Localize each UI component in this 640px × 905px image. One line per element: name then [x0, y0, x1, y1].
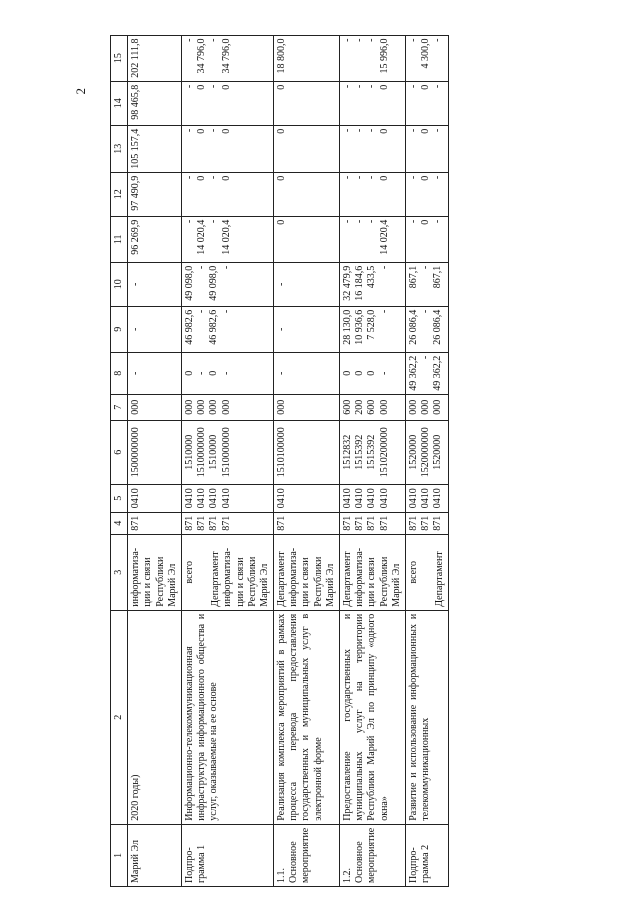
- cell-value: 0: [274, 172, 340, 216]
- executor-department: Департамент: [434, 551, 446, 607]
- cell-stack: 32 479,9 16 184,6 433,5 -: [340, 262, 406, 306]
- cell-stack: 0410 0410 0410: [405, 484, 448, 512]
- col-header: 13: [111, 125, 128, 172]
- table-row: [405, 35, 448, 886]
- cell-stack: 46 982,6 - 46 982,6 -: [181, 306, 273, 352]
- cell-stack: 871 871 871: [405, 512, 448, 534]
- cell-title: 2020 годы): [128, 610, 182, 824]
- cell-title: Реализация комплекса мероприятий в рамках процесса перевода предоставления государственных и муниципальных услуг в электронной форме: [274, 610, 340, 824]
- cell-stack: 871 871 871 871: [181, 512, 273, 534]
- cell-value: 202 111,8: [128, 35, 182, 81]
- table-row: [128, 35, 182, 886]
- cell-executor: Департамент информатиза-ции и связи Республики Марий Эл: [340, 534, 406, 610]
- col-header: 3: [111, 534, 128, 610]
- col-header: 11: [111, 216, 128, 262]
- cell-value: 871: [274, 512, 340, 534]
- cell-value: 1500000000: [128, 420, 182, 484]
- cell-value: 871: [128, 512, 182, 534]
- cell-stack: 49 098,0 - 49 098,0 -: [181, 262, 273, 306]
- col-header: 2: [111, 610, 128, 824]
- col-header: 5: [111, 484, 128, 512]
- cell-stack: 1512832 1515392 1515392 1510200000: [340, 420, 406, 484]
- cell-stack: - 34 796,0 - 34 796,0: [181, 35, 273, 81]
- cell-stack: - 0 - 0: [181, 172, 273, 216]
- cell-stack: - - - 0: [340, 172, 406, 216]
- cell-title: Информационно-телекоммуникационная инфраструктура информационного общества и услуг, оказываемые на ее основе: [181, 610, 273, 824]
- table-row: [181, 35, 273, 886]
- cell-value: 0: [274, 125, 340, 172]
- cell-stack: 0 0 0 -: [340, 352, 406, 394]
- cell-executor: [181, 534, 273, 610]
- col-header: 4: [111, 512, 128, 534]
- cell-executor: [405, 534, 448, 610]
- cell-value: -: [274, 352, 340, 394]
- cell-value: 0: [274, 81, 340, 125]
- cell-stack: - 0 -: [405, 172, 448, 216]
- cell-value: -: [128, 306, 182, 352]
- executor-total: всего: [183, 561, 195, 584]
- cell-stack: 1510000 1510000000 1510000 1510000000: [181, 420, 273, 484]
- column-number-row: [111, 35, 128, 886]
- cell-value: 1510100000: [274, 420, 340, 484]
- page-number: 2: [73, 88, 88, 95]
- cell-program: Подпро-грамма 1: [181, 824, 273, 886]
- cell-value: 000: [128, 394, 182, 420]
- cell-stack: 26 086,4 - 26 086,4: [405, 306, 448, 352]
- col-header: 15: [111, 35, 128, 81]
- cell-stack: 0 - 0 -: [181, 352, 273, 394]
- cell-stack: - 0 -: [405, 216, 448, 262]
- cell-title: Развитие и использование информационных и телекоммуникационных: [405, 610, 448, 824]
- cell-value: 96 269,9: [128, 216, 182, 262]
- cell-executor: информатиза-ции и связи Республики Марий Эл: [128, 534, 182, 610]
- cell-stack: 0410 0410 0410 0410: [340, 484, 406, 512]
- cell-value: 000: [274, 394, 340, 420]
- executor-total: всего: [407, 561, 419, 584]
- table-row: [274, 35, 340, 886]
- cell-stack: 28 130,0 10 936,6 7 528,0 -: [340, 306, 406, 352]
- cell-program: Подпро-грамма 2: [405, 824, 448, 886]
- cell-stack: 000 000 000 000: [181, 394, 273, 420]
- col-header: 9: [111, 306, 128, 352]
- col-header: 1: [111, 824, 128, 886]
- cell-stack: - - - 0: [340, 125, 406, 172]
- cell-program: 1.1. Основное мероприятие: [274, 824, 340, 886]
- cell-stack: - 14 020,4 - 14 020,4: [181, 216, 273, 262]
- col-header: 6: [111, 420, 128, 484]
- cell-value: 18 800,0: [274, 35, 340, 81]
- cell-title: Предоставление государственных и муниципальных услуг на территории Республики Марий Эл по принципу «одного окна»: [340, 610, 406, 824]
- cell-stack: 0410 0410 0410 0410: [181, 484, 273, 512]
- col-header: 7: [111, 394, 128, 420]
- budget-table: [110, 35, 449, 887]
- cell-program: 1.2. Основное мероприятие: [340, 824, 406, 886]
- cell-value: -: [274, 262, 340, 306]
- cell-stack: 871 871 871 871: [340, 512, 406, 534]
- cell-value: 105 157,4: [128, 125, 182, 172]
- cell-stack: - - - 0: [340, 81, 406, 125]
- cell-value: -: [128, 352, 182, 394]
- cell-value: -: [274, 306, 340, 352]
- cell-value: 0410: [128, 484, 182, 512]
- cell-stack: - 0 - 0: [181, 81, 273, 125]
- executor-department: Департамент информатиза-ции и связи Республики Марий Эл: [210, 547, 270, 607]
- cell-value: -: [128, 262, 182, 306]
- cell-stack: 867,1 - 867,1: [405, 262, 448, 306]
- cell-value: 97 490,9: [128, 172, 182, 216]
- cell-executor: Департамент информатиза-ции и связи Республики Марий Эл: [274, 534, 340, 610]
- cell-stack: - 0 - 0: [181, 125, 273, 172]
- cell-stack: - 4 300,0 -: [405, 35, 448, 81]
- cell-stack: 1520000 1520000000 1520000: [405, 420, 448, 484]
- col-header: 8: [111, 352, 128, 394]
- col-header: 14: [111, 81, 128, 125]
- table-row: [340, 35, 406, 886]
- cell-value: 0: [274, 216, 340, 262]
- cell-stack: - - - 15 996,0: [340, 35, 406, 81]
- cell-program: Марий Эл: [128, 824, 182, 886]
- cell-stack: - 0 -: [405, 125, 448, 172]
- cell-value: 0410: [274, 484, 340, 512]
- cell-stack: 49 362,2 - 49 362,2: [405, 352, 448, 394]
- cell-stack: - 0 -: [405, 81, 448, 125]
- cell-stack: 600 200 600 000: [340, 394, 406, 420]
- cell-stack: - - - 14 020,4: [340, 216, 406, 262]
- col-header: 10: [111, 262, 128, 306]
- col-header: 12: [111, 172, 128, 216]
- cell-value: 98 465,8: [128, 81, 182, 125]
- cell-stack: 000 000 000: [405, 394, 448, 420]
